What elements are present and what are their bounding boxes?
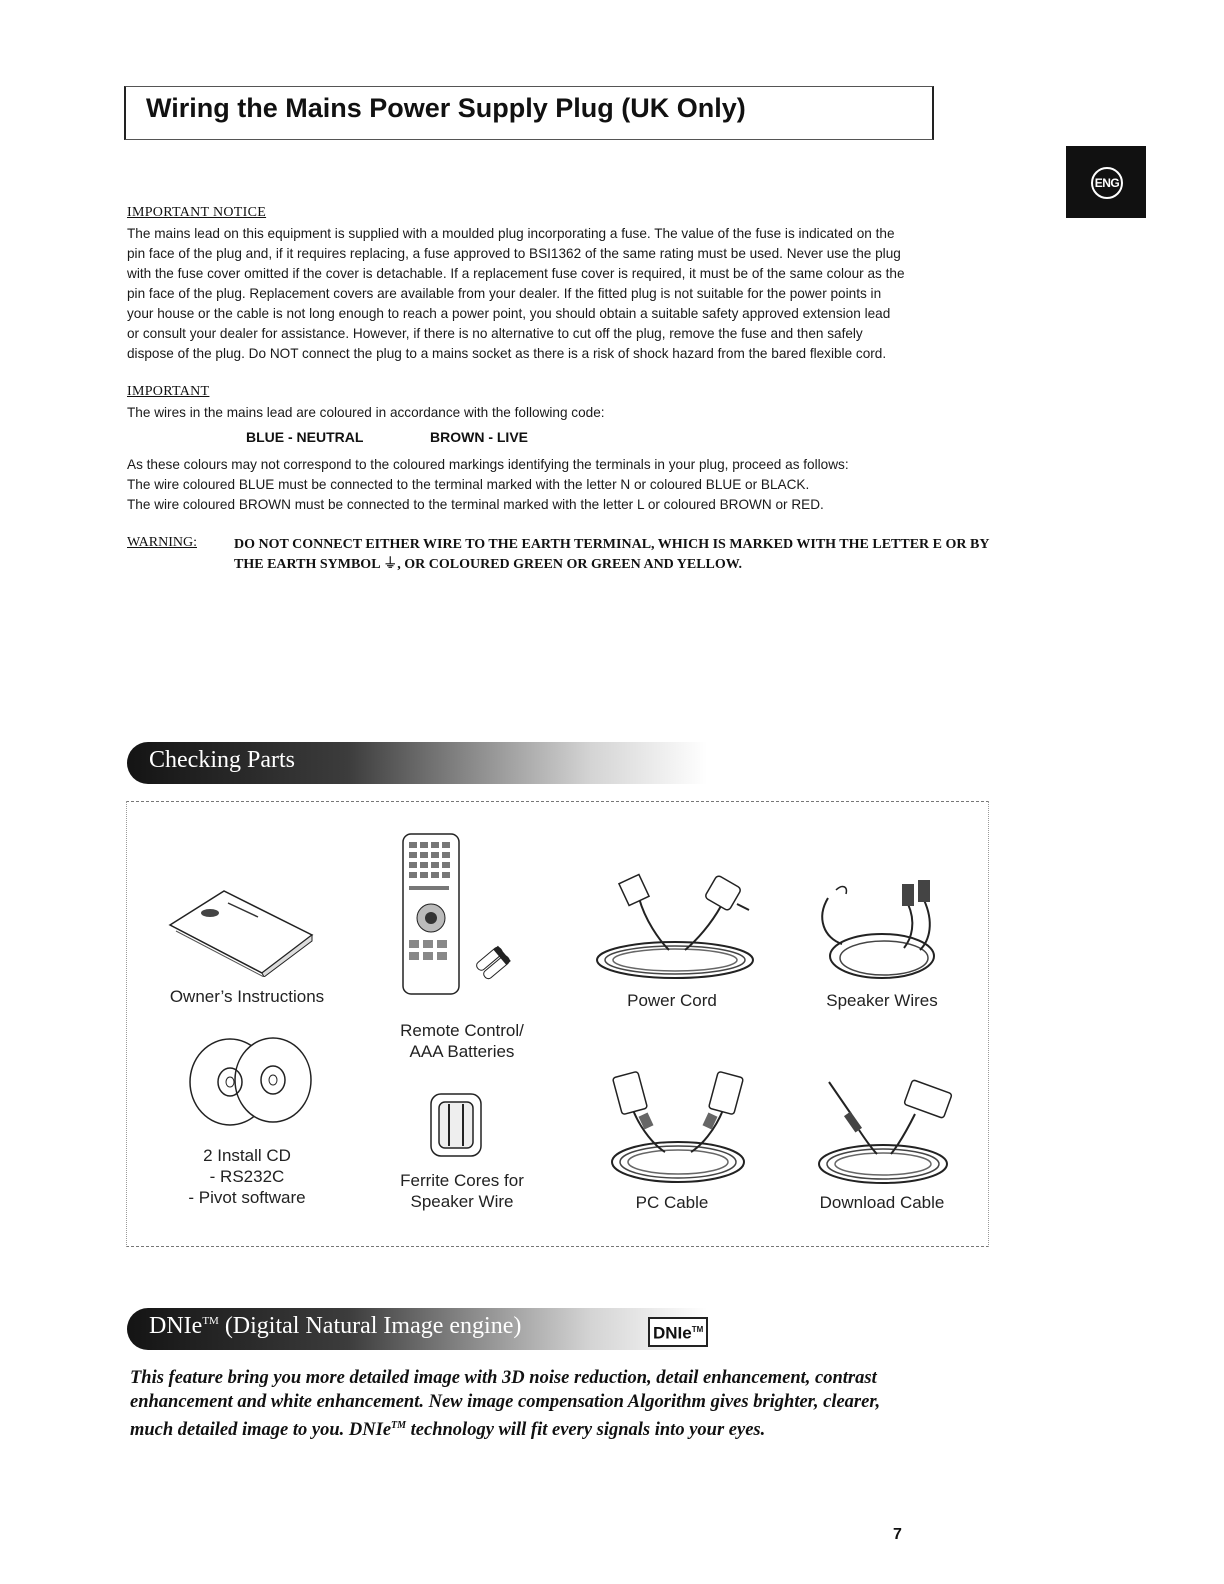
important-heading: IMPORTANT: [127, 384, 210, 399]
page-title: Wiring the Mains Power Supply Plug (UK Only): [146, 93, 746, 123]
part-label-remote-control: [352, 1020, 572, 1062]
dnie-logo-tm: TM: [691, 1325, 704, 1334]
warning-line: DO NOT CONNECT EITHER WIRE TO THE EARTH TERMINAL, WHICH IS MARKED WITH THE LETTER E OR BY: [234, 537, 990, 552]
dnie-banner: [127, 1308, 707, 1350]
dnie-description: [130, 1366, 990, 1442]
language-tab: [1066, 146, 1146, 218]
dnie-logo: [648, 1317, 708, 1347]
power-cord-icon: [589, 870, 764, 985]
warning-text: [234, 535, 989, 575]
part-label-line: Speaker Wires: [826, 991, 938, 1010]
code-blue-neutral: BLUE - NEUTRAL: [246, 429, 364, 445]
dnie-title: [149, 1313, 521, 1340]
pc-cable-icon: [603, 1070, 753, 1188]
install-cd-icon: [185, 1030, 315, 1128]
notice-line: pin face of the plug and, if it requires replacing, a fuse approved to BSI1362 of the same rating must be used. Never use the plug: [127, 246, 901, 261]
part-label-line: Speaker Wire: [410, 1192, 514, 1211]
dnie-line: enhancement and white enhancement. New image compensation Algorithm gives brighter, clearer,: [130, 1392, 881, 1412]
part-label-line: Power Cord: [627, 991, 717, 1010]
dnie-line: This feature bring you more detailed image with 3D noise reduction, detail enhancement, contrast: [130, 1368, 877, 1388]
code-brown-live: BROWN - LIVE: [430, 429, 528, 445]
important-notice-heading: IMPORTANT NOTICE: [127, 205, 267, 220]
language-badge: ENG: [1091, 167, 1123, 199]
notice-line: with the fuse cover omitted if the cover is detachable. If a replacement fuse cover is required, it must be of the same colour as the: [127, 266, 905, 281]
part-label-owners-instructions: [137, 986, 357, 1007]
parts-box: [126, 801, 989, 1247]
dnie-tm: TM: [391, 1420, 407, 1431]
instruction-line: The wire coloured BROWN must be connected to the terminal marked with the letter L or coloured BROWN or RED.: [127, 497, 824, 512]
part-label-line: Download Cable: [819, 1193, 945, 1212]
part-label-line: Remote Control/: [400, 1021, 524, 1040]
checking-parts-banner: [127, 742, 707, 784]
notice-line: your house or the cable is not long enough to reach a power point, you should obtain a suitable safety approved extension lead: [127, 306, 891, 321]
wire-instructions: [127, 455, 849, 515]
notice-line: The mains lead on this equipment is supplied with a moulded plug incorporating a fuse. The value of the fuse is indicated on the: [127, 226, 895, 241]
wire-code-intro: The wires in the mains lead are coloured in accordance with the following code:: [127, 405, 605, 420]
dnie-line-part: much detailed image to you. DNIe: [130, 1420, 392, 1441]
part-label-line: Owner’s Instructions: [169, 987, 325, 1006]
instruction-line: The wire coloured BLUE must be connected to the terminal marked with the letter N or coloured BLUE or BLACK.: [127, 477, 810, 492]
dnie-title-tm: TM: [202, 1315, 219, 1327]
part-label-download-cable: [782, 1192, 982, 1213]
part-label-ferrite-cores: [352, 1170, 572, 1212]
manual-icon: [162, 885, 317, 977]
ferrite-core-icon: [425, 1090, 487, 1160]
notice-line: pin face of the plug. Replacement covers are available from your dealer. If the fitted plug is not suitable for the power points in: [127, 286, 882, 301]
important-notice-text: [127, 224, 905, 364]
speaker-wires-icon: [812, 878, 952, 988]
part-label-line: 2 Install CD: [203, 1146, 291, 1165]
dnie-line: [130, 1414, 990, 1442]
instruction-line: As these colours may not correspond to the coloured markings identifying the terminals in your plug, proceed as follows:: [127, 457, 849, 472]
part-label-speaker-wires: [782, 990, 982, 1011]
dnie-title-main: DNIe: [149, 1313, 203, 1339]
notice-line: dispose of the plug. Do NOT connect the plug to a mains socket as there is a risk of shock hazard from the bared flexible cord.: [127, 346, 887, 361]
part-label-install-cd: [137, 1145, 357, 1208]
dnie-line-part: technology will fit every signals into your eyes.: [406, 1420, 766, 1441]
part-label-line: PC Cable: [635, 1193, 709, 1212]
notice-line: or consult your dealer for assistance. However, if there is no alternative to cut off the plug, remove the fuse and then safely: [127, 326, 863, 341]
dnie-title-rest: (Digital Natural Image engine): [218, 1313, 522, 1339]
title-box: [124, 86, 934, 140]
checking-parts-title: Checking Parts: [149, 747, 295, 773]
part-label-power-cord: [572, 990, 772, 1011]
part-label-pc-cable: [572, 1192, 772, 1213]
part-label-line: AAA Batteries: [409, 1042, 515, 1061]
part-label-line: - RS232C: [209, 1167, 285, 1186]
download-cable-icon: [811, 1078, 961, 1188]
page-number: 7: [893, 1526, 902, 1543]
remote-control-icon: [397, 830, 517, 1000]
warning-label: WARNING:: [127, 535, 197, 550]
dnie-logo-text: DNIe: [653, 1323, 692, 1343]
warning-line: THE EARTH SYMBOL ⏚, OR COLOURED GREEN OR GREEN AND YELLOW.: [234, 557, 742, 572]
part-label-line: Ferrite Cores for: [400, 1171, 524, 1190]
part-label-line: - Pivot software: [188, 1188, 306, 1207]
